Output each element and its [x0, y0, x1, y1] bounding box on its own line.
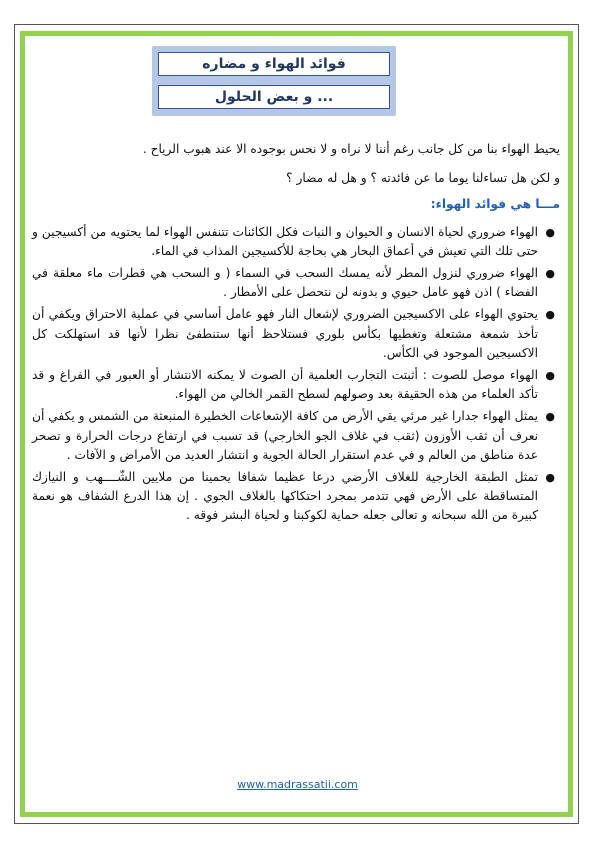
- page-title: فوائد الهواء و مضاره: [158, 52, 390, 76]
- bullet-icon: ●: [545, 225, 555, 239]
- title-banner: [152, 46, 396, 116]
- list-item-text: الهواء ضروري لحياة الانسان و الحيوان و النبات فكل الكائنات تتنفس الهواء لما يحتويه من أكسيجين و حتى تلك التي تعيش في أعماق البحار هي بحاجة للأكسيجين المذاب في الماء.: [32, 224, 538, 258]
- list-item-text: يمثل الهواء جدارا غير مرئي يقي الأرض من كافة الإشعاعات الخطيرة المنبعثة من الشمس و يكفي أن نعرف أن ثقب الأوزون (ثقب في غلاف الجو الخارجي) قد تسبب في ارتفاع درجات الحرارة و تصحر عدة مناطق من العالم و في عدم استقرار الحالة الجوية و انتشار العديد من الأمراض و الآفات .: [32, 409, 538, 462]
- intro-paragraph-2: و لكن هل تساءلنا يوما ما عن فائدته ؟ و هل له مضار ؟: [286, 171, 560, 186]
- document-body: [32, 140, 560, 529]
- bullet-icon: ●: [545, 308, 555, 322]
- list-item: [32, 223, 555, 261]
- list-item: [32, 305, 555, 363]
- list-item-text: تمثل الطبقة الخارجية للغلاف الأرضي درعا عظيما شفافا يحمينا من ملايين الشّــــهب و النيازك المتساقطة على الأرض فهي تتدمر بمجرد احتكاكها بالغلاف الجوي . إن هذا الدرع الشفاف هو نعمة كبيرة من الله سبحانه و تعالى جعله حماية لكوكبنا و لحياة البشر فوقه .: [32, 470, 538, 523]
- benefits-list: [32, 223, 560, 526]
- page-subtitle: ... و بعض الحلول: [158, 85, 390, 109]
- list-item: [32, 264, 555, 302]
- list-item: [32, 407, 555, 465]
- list-item-text: يحتوي الهواء على الاكسيجين الضروري لإشعال النار فهو عامل أساسي في عملية الاحتراق ويكفي أن تأخذ شمعة مشتعلة وتغطيها بكأس بلوري فستلاحظ أنها ستنطفئ نظرا لأنها قد استهلكت كل الاكسيجين الموجود في الكأس.: [32, 307, 538, 360]
- list-item-text: الهواء موصل للصوت : أثبتت التجارب العلمية أن الصوت لا يمكنه الانتشار أو العبور في الفراغ و قد تأكد العلماء من هذه الحقيقة بعد وصولهم لسطح القمر الخالي من الهواء.: [32, 368, 538, 402]
- list-item-text: الهواء ضروري لنزول المطر لأنه يمسك السحب في السماء ( و السحب هي قطرات ماء معلقة في الفضاء ) اذن فهو عامل حيوي و بدونه لن نتحصل على الأمطار .: [32, 266, 538, 300]
- bullet-icon: ●: [545, 369, 555, 383]
- intro-paragraph-1: يحيط الهواء بنا من كل جانب رغم أننا لا نراه و لا نحس بوجوده الا عند هبوب الرياح .: [142, 142, 560, 156]
- list-item: [32, 468, 555, 526]
- bullet-icon: ●: [545, 471, 555, 485]
- list-item: [32, 366, 555, 404]
- bullet-icon: ●: [545, 410, 555, 424]
- bullet-icon: ●: [545, 267, 555, 281]
- section-heading: مـــا هي فوائد الهواء:: [430, 197, 560, 212]
- footer-link[interactable]: www.madrassatii.com: [237, 778, 358, 791]
